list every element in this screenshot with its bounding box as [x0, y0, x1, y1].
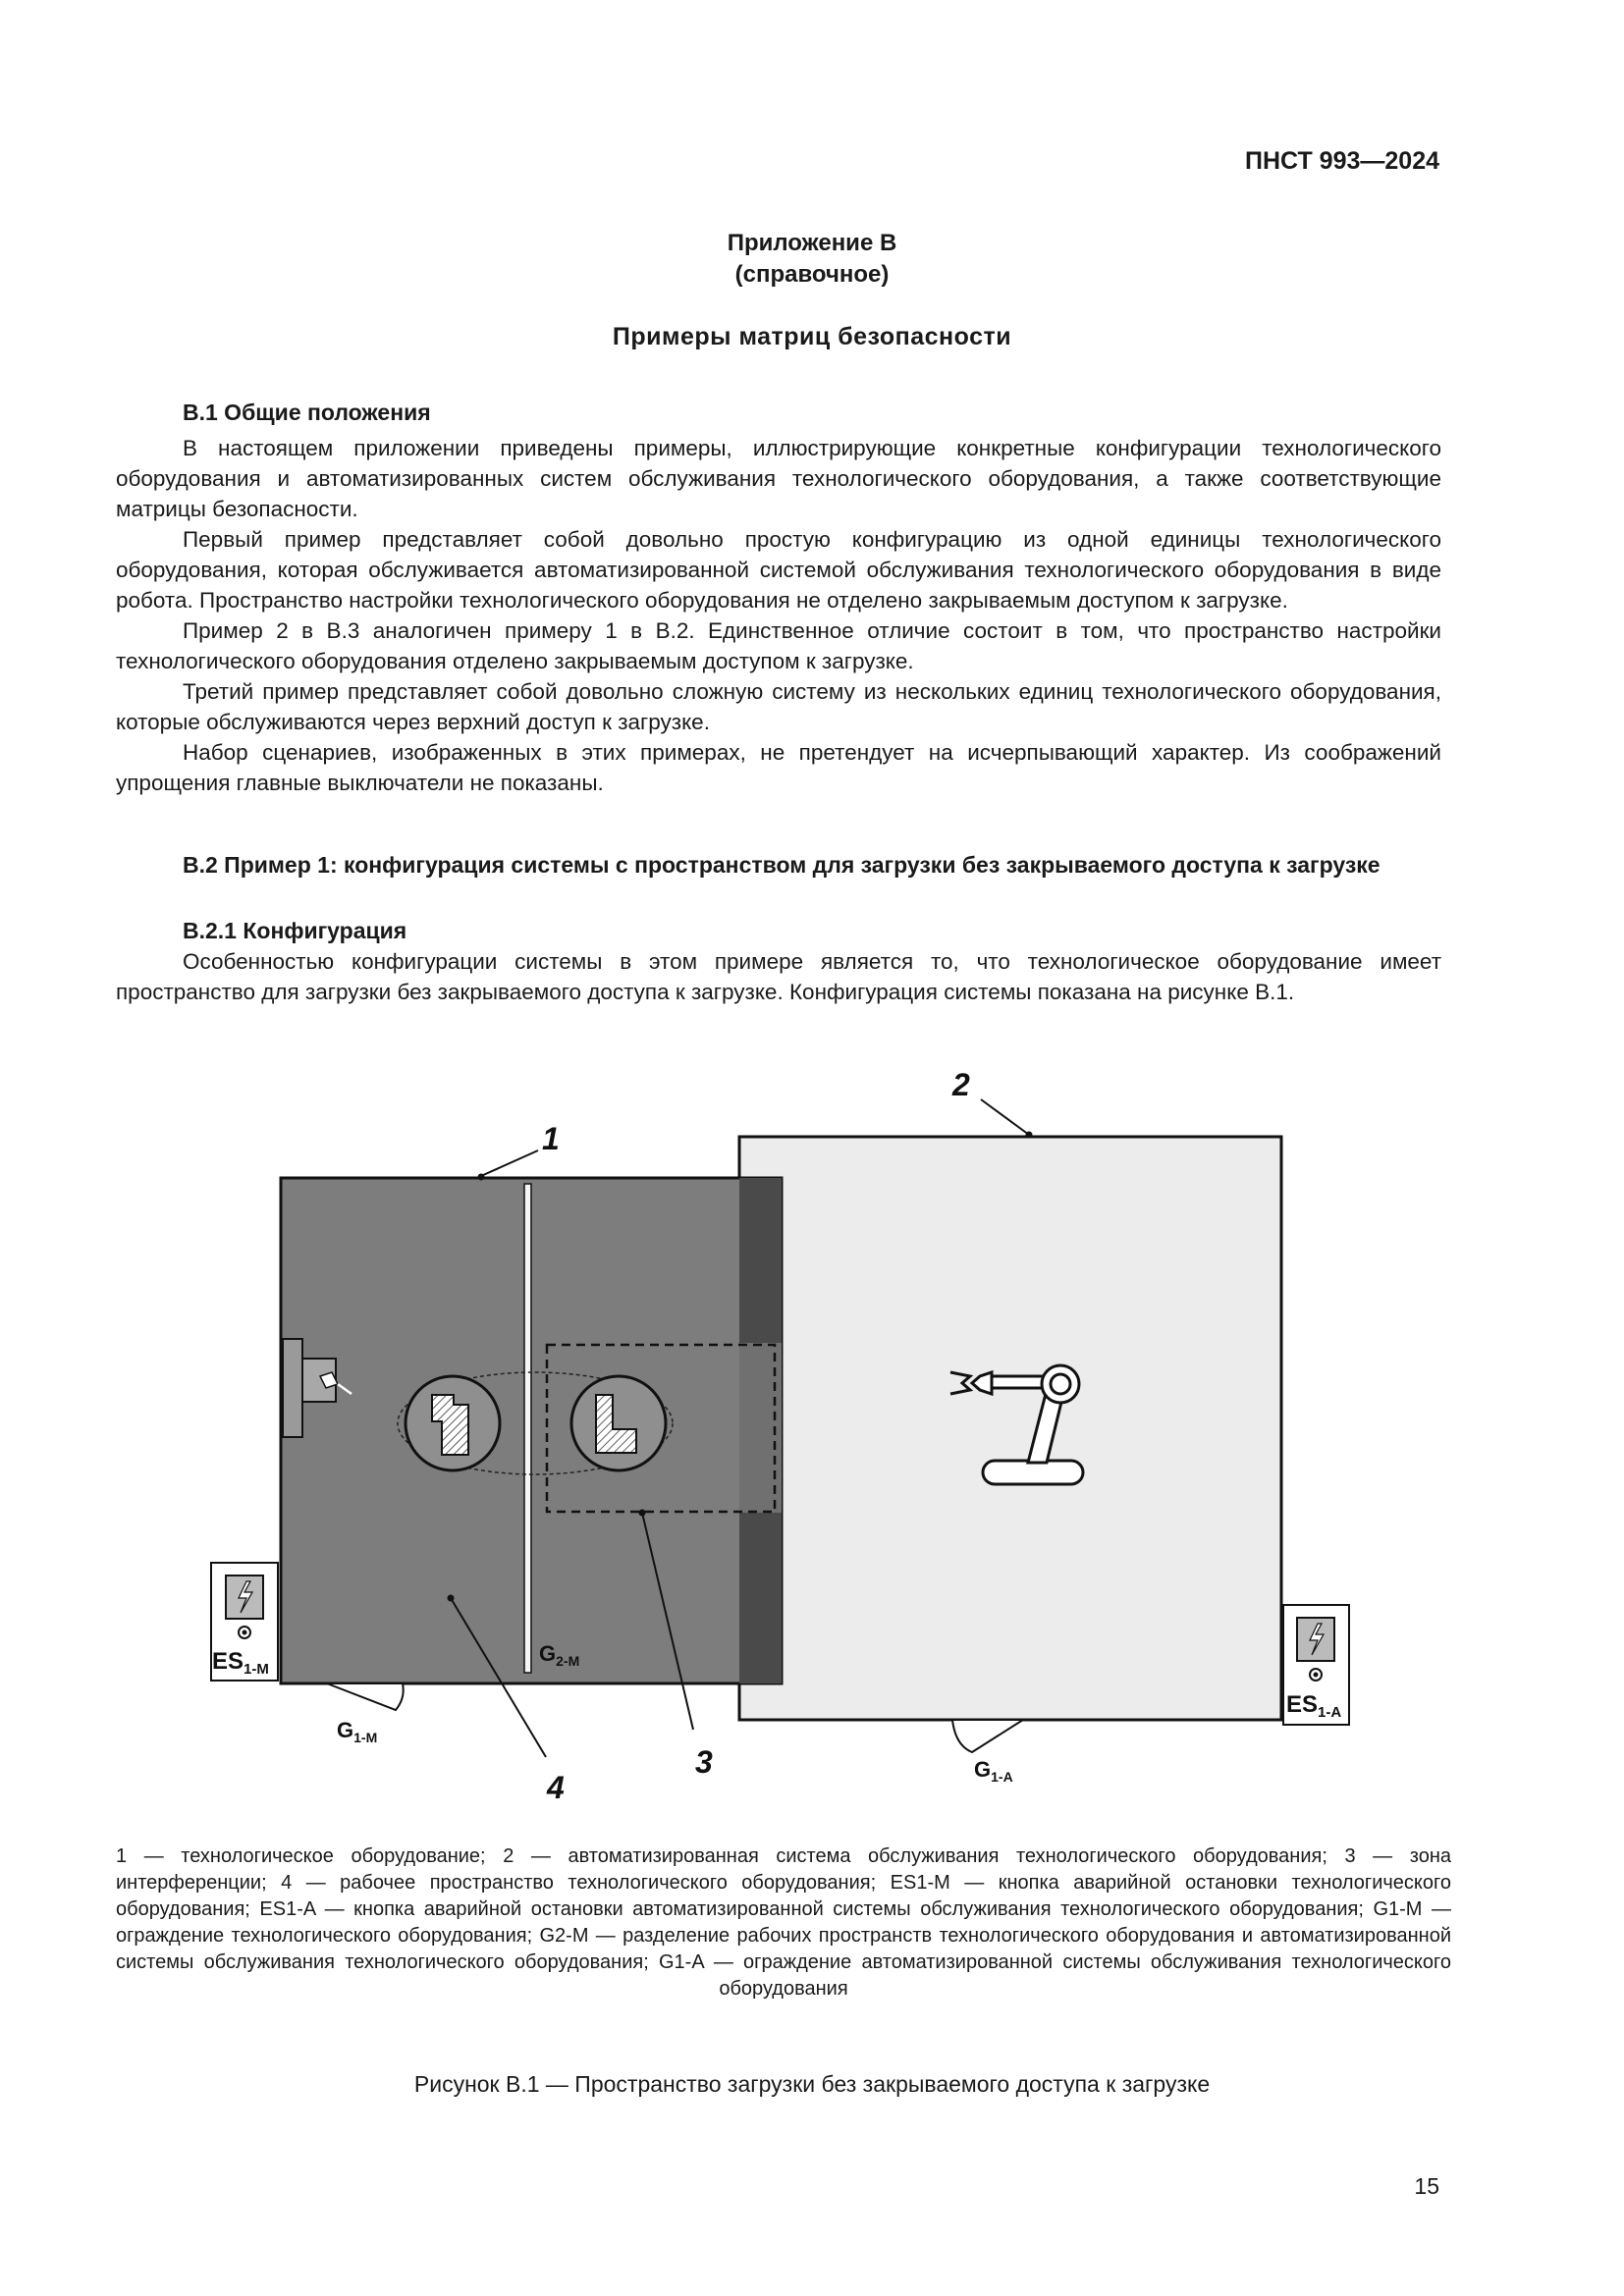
figure-legend: 1 — технологическое оборудование; 2 — автоматизированная система обслуживания технологического оборудования; 3 — зона интерференции; 4 — рабочее пространство технологического оборудования; ES1-M — кнопка аварийной остановки технологического оборудования; ES1-A — кнопка аварийной остановки автоматизированной системы обслуживания технологического оборудования; G1-M — ограждение технологического оборудования; G2-M — разделение рабочих пространств технологического оборудования и автоматизированной системы обслуживания технологического оборудования; G1-A — ограждение автоматизированной системы обслуживания технологического оборудования: [116, 1845, 1451, 2000]
label-es1m-sub: 1-M: [244, 1661, 269, 1678]
figure-b1-diagram: [0, 1041, 1624, 1816]
machine-dark-edge-bottom: [739, 1513, 782, 1683]
section-b1-body: [116, 433, 1441, 798]
label-1: 1: [542, 1121, 560, 1156]
label-g2m-sub: 2-M: [556, 1653, 580, 1669]
label-es1a: ES: [1286, 1691, 1319, 1718]
label-es1m: ES: [212, 1648, 244, 1675]
page-number: 15: [1414, 2173, 1439, 2199]
machine-dark-edge-top: [739, 1178, 782, 1343]
paragraph: Особенностью конфигурации системы в этом примере является то, что технологическое оборудование имеет пространство для загрузки без закрываемого доступа к загрузке. Конфигурация системы показана на рисунке В.1.: [116, 949, 1441, 1004]
label-g1a: G: [974, 1757, 992, 1782]
paragraph: Набор сценариев, изображенных в этих примерах, не претендует на исчерпывающий характер. Из соображений упрощения главные выключатели не показаны.: [116, 740, 1441, 795]
label-g1a-sub: 1-A: [991, 1769, 1013, 1785]
tool-mount: [283, 1339, 302, 1437]
partition-g2m: [524, 1184, 531, 1673]
gate-g1m: [327, 1683, 404, 1710]
label-2: 2: [952, 1067, 970, 1102]
paragraph: Пример 2 в В.3 аналогичен примеру 1 в В.2. Единственное отличие состоит в том, что пространство настройки технологического оборудования отделено закрываемым доступом к загрузке.: [116, 618, 1441, 673]
annex-type: (справочное): [734, 261, 890, 288]
annex-title: Приложение В: [727, 230, 897, 256]
section-b2-title: В.2 Пример 1: конфигурация системы с пространством для загрузки без закрываемого доступа к загрузке: [183, 852, 1380, 878]
automation-system-area: [739, 1137, 1281, 1720]
label-g2m: G: [539, 1641, 557, 1666]
gate-g1a: [952, 1720, 1023, 1752]
workpiece-holder-right: [571, 1376, 666, 1470]
svg-text:G1-M: [337, 1718, 377, 1745]
label-g1m: G: [337, 1718, 354, 1742]
paragraph: Первый пример представляет собой довольно простую конфигурацию из одной единицы технологического оборудования, которая обслуживается автоматизированной системой обслуживания технологического оборудования в виде робота. Пространство настройки технологического оборудования не отделено закрываемым доступом к загрузке.: [116, 527, 1441, 613]
paragraph: Третий пример представляет собой довольно сложную систему из нескольких единиц технологического оборудования, которые обслуживаются через верхний доступ к загрузке.: [116, 679, 1441, 734]
label-es1a-sub: 1-A: [1318, 1704, 1342, 1721]
section-b21-body: [116, 946, 1441, 1007]
svg-text:G1-A: [974, 1757, 1013, 1785]
label-4: 4: [547, 1770, 565, 1805]
label-3: 3: [695, 1744, 713, 1780]
doc-number: ПНСТ 993—2024: [1245, 147, 1439, 175]
label-g1m-sub: 1-M: [353, 1730, 378, 1745]
figure-title: Рисунок В.1 — Пространство загрузки без закрываемого доступа к загрузке: [413, 2071, 1211, 2097]
section-b21-title: В.2.1 Конфигурация: [183, 918, 407, 943]
annex-heading: Примеры матриц безопасности: [612, 323, 1012, 350]
paragraph: В настоящем приложении приведены примеры, иллюстрирующие конкретные конфигурации технологического оборудования и автоматизированных систем обслуживания технологического оборудования, а также соответствующие матрицы безопасности.: [116, 436, 1441, 521]
section-b1-title: В.1 Общие положения: [183, 400, 431, 425]
